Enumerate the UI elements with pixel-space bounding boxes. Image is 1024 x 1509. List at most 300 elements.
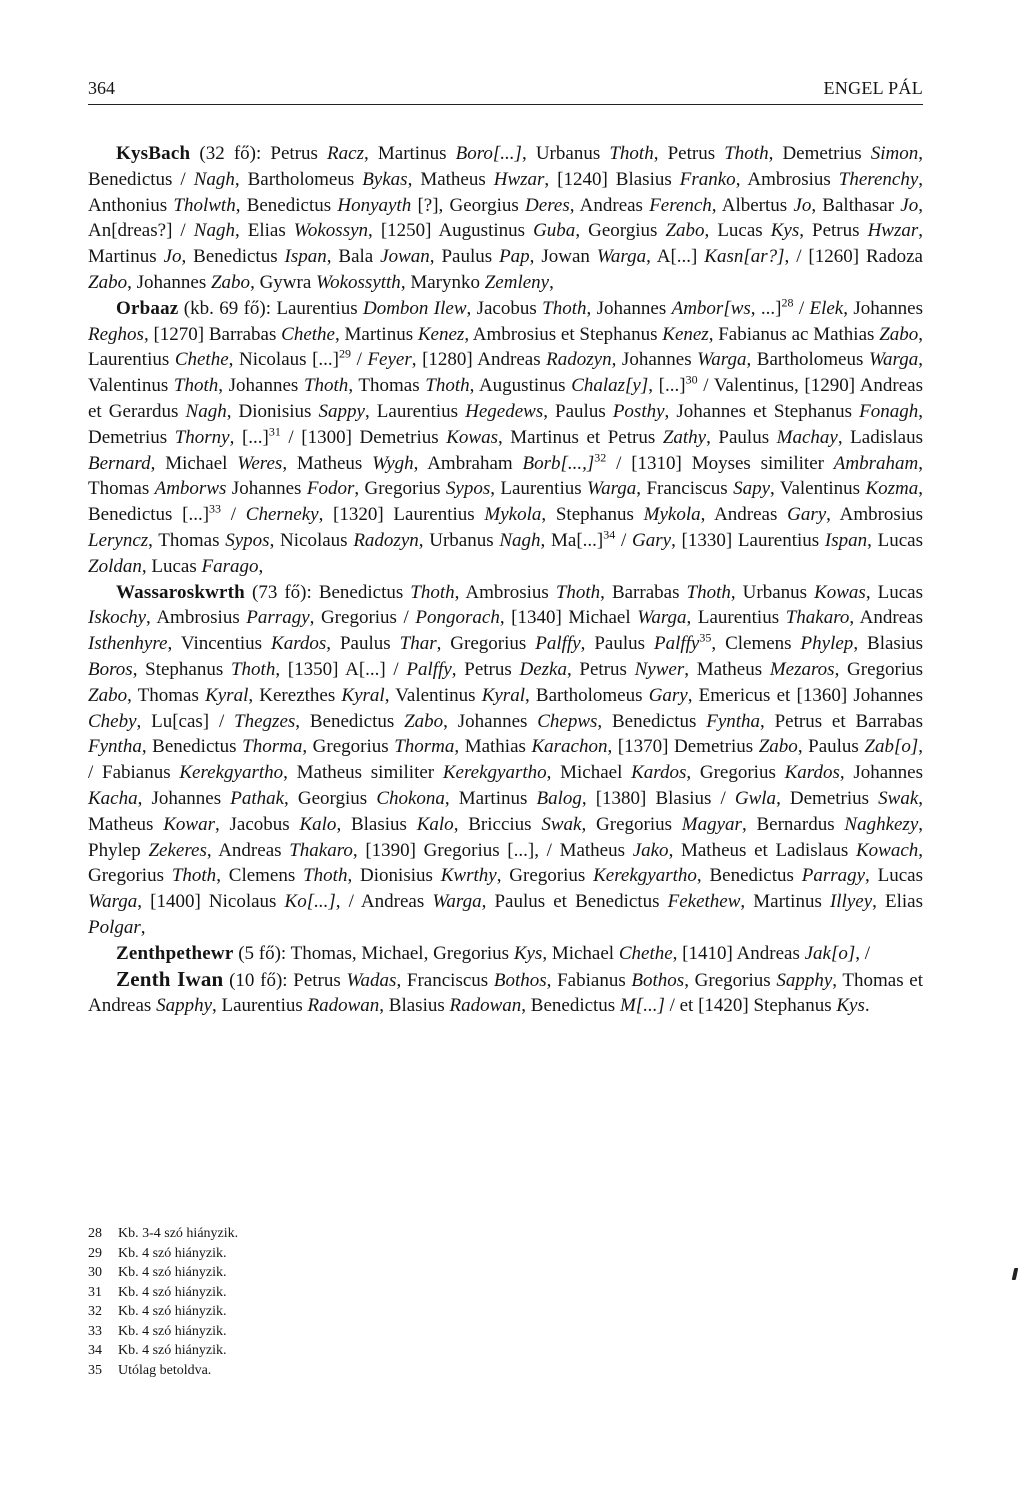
footnote-text: Kb. 4 szó hiányzik. [118, 1343, 227, 1358]
surname: Mykola [643, 504, 701, 526]
text-run: , Petrus [566, 658, 635, 680]
surname: Bothos [631, 969, 685, 991]
surname: Radowan [307, 995, 380, 1017]
footnote [88, 1244, 488, 1264]
text-run: , [1280] Andreas [411, 349, 547, 371]
surname: Gary [787, 504, 827, 526]
footnote-ref: 34 [603, 527, 616, 542]
text-run: , Benedictus [181, 246, 285, 268]
surname: Kardos [271, 633, 327, 655]
surname: Kys [836, 995, 865, 1017]
footnote-number: 30 [88, 1265, 102, 1280]
footnote-ref: 28 [781, 295, 794, 310]
footnote [88, 1322, 488, 1342]
text-run: , [1390] Gregorius [...], / Matheus [352, 839, 633, 861]
text-run: , Gregorius [354, 478, 446, 500]
text-run: , Thomas [348, 375, 426, 397]
text-run: , Clemens [711, 633, 801, 655]
footnote [88, 1283, 488, 1303]
text-run: , Ladislaus [837, 426, 923, 448]
text-run: , Benedictus [...] [88, 478, 924, 526]
page-header [88, 76, 923, 105]
surname: Kenez [662, 323, 709, 345]
surname: Elek [809, 297, 844, 319]
surname: Franko [679, 168, 736, 190]
surname: Boro[...] [455, 143, 522, 164]
surname: Wokossyn [293, 220, 369, 242]
surname: Zabo [404, 710, 444, 732]
text-run: , Jowan [529, 246, 597, 268]
text-run: , Briccius [453, 813, 542, 835]
text-run: , [140, 916, 146, 938]
paragraph [88, 296, 923, 580]
surname: Ambraham [833, 452, 919, 474]
footnote-text: Kb. 4 szó hiányzik. [118, 1304, 227, 1319]
text-run: , Martinus [444, 787, 537, 809]
surname: Karachon [531, 736, 608, 758]
text-run: , [1240] Blasius [544, 168, 680, 190]
surname: Mezaros [769, 658, 835, 680]
text-run: , Kerezthes [248, 684, 342, 706]
text-run: Johannes [226, 478, 307, 500]
footnote-ref: 35 [699, 630, 712, 645]
footnote-text: Kb. 3-4 szó hiányzik. [118, 1226, 239, 1241]
surname: Machay [776, 426, 838, 448]
surname: Isthenhyre [88, 633, 168, 655]
surname: Radowan [449, 995, 522, 1017]
place-name: Wassaroskwrth [116, 581, 245, 603]
surname: Nagh [185, 400, 227, 422]
text-run: , Benedictus [696, 865, 802, 887]
surname: Thegzes [234, 710, 296, 732]
surname: Gwla [734, 787, 777, 809]
text-run: , Paulus [797, 736, 865, 758]
text-run: , Johannes [843, 297, 924, 319]
footnote-text: Utólag betoldva. [118, 1362, 212, 1378]
surname: Warga [697, 349, 747, 371]
text-run: , Matheus [88, 787, 924, 835]
surname: Thoth [230, 658, 276, 680]
text-run: , Johannes [127, 271, 211, 293]
paragraph [88, 141, 923, 296]
surname: Sapphy [156, 995, 212, 1017]
text-run: , Urbanus [730, 581, 815, 603]
text-run: , Michael [546, 762, 632, 784]
surname: Kyral [481, 684, 525, 706]
text-run: , [...] [229, 426, 269, 448]
text-run: , Balthasar [811, 194, 901, 216]
footnote-number: 29 [88, 1245, 102, 1261]
margin-mark [1012, 1268, 1019, 1280]
surname: Zabo [210, 271, 251, 293]
paragraph [88, 967, 923, 1020]
text-run: , Augustinus [469, 375, 572, 397]
text-run: , Stephanus [541, 504, 644, 526]
surname: Thoth [425, 375, 470, 397]
surname: Swak [878, 787, 919, 809]
footnote-ref: 30 [685, 372, 698, 387]
surname: Jo [163, 246, 182, 268]
surname: Warga [637, 607, 687, 629]
surname: Radozyn [546, 349, 612, 371]
footnote-number: 34 [88, 1343, 102, 1358]
footnote-text: Kb. 4 szó hiányzik. [118, 1323, 227, 1339]
surname: Posthy [612, 400, 665, 422]
surname: Wadas [346, 969, 397, 991]
text-run: , Bala [326, 246, 381, 268]
surname: Thoth [303, 865, 348, 887]
text-run: , Ambrosius et Stephanus [464, 323, 663, 345]
surname: Pongorach [415, 607, 500, 629]
surname: Jako [632, 839, 669, 861]
text-run: / Valentinus, [1290] Andreas et Gerardus [88, 375, 924, 422]
surname: Polgar [88, 916, 141, 938]
text-run: , Fabianus [546, 969, 632, 991]
text-run: , Gregorius [88, 839, 923, 887]
text-run: , Johannes [839, 762, 923, 784]
surname: Thorma [242, 736, 303, 758]
text-run: , Laurentius [212, 995, 308, 1017]
surname: Naghkezy [844, 813, 919, 835]
surname: Kyral [341, 684, 385, 706]
surname: Palffy [535, 633, 581, 655]
text-run: , An[dreas?] / [88, 194, 923, 242]
surname: Fonagh [859, 400, 919, 422]
text-run: , / Fabianus [88, 736, 923, 784]
surname: Sappy [318, 400, 365, 422]
text-run: / [793, 297, 810, 319]
text-run: , Ambraham [413, 452, 523, 474]
text-run: , Lucas [141, 555, 202, 577]
surname: Zab[o] [864, 736, 919, 758]
text-run: , Georgius [575, 220, 666, 242]
text-run: , Martinus [740, 891, 830, 913]
text-run: , Johannes [137, 787, 231, 809]
text-run: , [1340] Michael [499, 607, 638, 629]
text-run: , Franciscus [396, 969, 494, 991]
surname: Thakaro [785, 607, 850, 629]
text-run: , Bartholomeus [524, 684, 649, 706]
surname: Thakaro [289, 839, 353, 861]
surname: Kacha [88, 787, 138, 809]
surname: Iskochy [88, 607, 147, 629]
text-run: , Johannes [611, 349, 698, 371]
surname: Kys [770, 220, 800, 242]
text-run: , [549, 271, 554, 293]
surname: Thoth [686, 581, 731, 603]
text-run: , [258, 555, 264, 577]
surname: Thoth [609, 143, 654, 164]
surname: Ko[...] [284, 891, 336, 913]
text-run: , Johannes et Stephanus [664, 400, 860, 422]
text-run: , [1250] Augustinus [368, 220, 534, 242]
surname: Jowan [380, 246, 430, 268]
text-run: , [1350] A[...] / [275, 658, 407, 680]
footnote [88, 1341, 488, 1361]
text-run: , Dionisius [347, 865, 441, 887]
text-run: , Paulus [706, 426, 777, 448]
text-run: , Demetrius [88, 400, 923, 448]
surname: Thorma [394, 736, 455, 758]
text-run: , Phylep [88, 813, 924, 861]
surname: Phylep [800, 633, 854, 655]
place-name: Zenth Iwan [116, 966, 224, 991]
surname: Thoth [724, 143, 769, 164]
surname: Hegedews [465, 400, 544, 422]
footnote-ref: 33 [209, 501, 222, 516]
text-run: , Demetrius [768, 143, 871, 164]
surname: Zabo [665, 220, 705, 242]
text-run: , Matheus [282, 452, 373, 474]
surname: Dombon Ilew [362, 297, 467, 319]
footnote-ref: 29 [339, 347, 352, 362]
text-run: , Matheus similiter [283, 762, 443, 784]
surname: Zabo [88, 684, 128, 706]
place-name: Zenthpethewr [116, 942, 234, 964]
surname: Illyey [829, 891, 873, 913]
text-run: , Mathias [454, 736, 532, 758]
text-run: , Urbanus [418, 529, 500, 551]
text-run: , Gregorius [581, 813, 682, 835]
text-run: , Petrus [799, 220, 868, 242]
footnote-text: Kb. 4 szó hiányzik. [118, 1245, 227, 1261]
text-run: / [221, 504, 246, 526]
text-run: , Laurentius [686, 607, 786, 629]
text-run: , Blasius [336, 813, 417, 835]
text-run: , Michael [150, 452, 238, 474]
place-name: Orbaaz [116, 297, 179, 319]
text-run: , Matheus [684, 658, 770, 680]
surname: Simon [870, 143, 919, 164]
surname: Feyer [367, 349, 412, 371]
surname: Bernard [88, 452, 151, 474]
text-run: , Clemens [216, 865, 304, 887]
text-run: , Albertus [711, 194, 794, 216]
text-run: , [1400] Nicolaus [137, 891, 285, 913]
footnote-number: 33 [88, 1323, 102, 1339]
surname: Wygh [372, 452, 414, 474]
surname: Cherneky [245, 504, 319, 526]
surname: Balog [536, 787, 582, 809]
footnote [88, 1263, 488, 1283]
text-run: , Thomas [127, 684, 206, 706]
text-run: , Benedictus [141, 736, 243, 758]
footnote-ref: 32 [594, 450, 607, 465]
text-run: , Benedictus [597, 710, 707, 732]
text-run: , Benedictus [235, 194, 338, 216]
text-run: , Andreas [849, 607, 923, 629]
surname: Sypos [225, 529, 270, 551]
surname: Kowar [163, 813, 215, 835]
surname: Deres [525, 194, 570, 216]
text-run: / [615, 529, 632, 551]
surname: Nagh [193, 168, 235, 190]
surname: Zekeres [148, 839, 207, 861]
footnote-number: 28 [88, 1226, 102, 1241]
surname: Fekethew [667, 891, 741, 913]
surname: Ambor[ws [671, 297, 751, 319]
surname: Hwzar [867, 220, 919, 242]
footnote [88, 1361, 488, 1381]
surname: Mykola [484, 504, 542, 526]
surname: Kyral [205, 684, 249, 706]
surname: Kerekgyartho [442, 762, 547, 784]
footnotes [88, 1224, 488, 1380]
surname: Thoth [542, 297, 587, 319]
surname: Racz [327, 143, 364, 164]
text-run: , / Andreas [335, 891, 433, 913]
surname: Ispan [284, 246, 327, 268]
text-run: / [1310] Moyses similiter [606, 452, 834, 474]
surname: Therenchy [838, 168, 919, 190]
text-run: , Petrus et Barrabas [760, 710, 923, 732]
text-run: , Demetrius [776, 787, 879, 809]
text-run: (5 fő): Thomas, Michael, Gregorius [233, 942, 514, 964]
text-run: , Gregorius [686, 762, 785, 784]
text-run: (kb. 69 fő): Laurentius [178, 297, 363, 319]
surname: Thorny [174, 426, 230, 448]
surname: Kardos [631, 762, 687, 784]
text-run: , Andreas [569, 194, 650, 216]
surname: Warga [88, 891, 138, 913]
page-number: 364 [88, 78, 115, 98]
surname: Magyar [681, 813, 742, 835]
surname: M[...] [619, 995, 665, 1017]
surname: Leryncz [88, 529, 149, 551]
text-run: , Barrabas [600, 581, 687, 603]
surname: Pap [499, 246, 530, 268]
text-run: [?], Georgius [411, 194, 526, 216]
text-run: , Anthonius [88, 168, 924, 216]
surname: Chethe [618, 942, 673, 964]
text-run: , [1320] Laurentius [318, 504, 485, 526]
surname: Palffy [653, 633, 700, 655]
text-run: , Laurentius [364, 400, 466, 422]
text-run: , Thomas [88, 452, 923, 500]
text-run: , Georgius [284, 787, 377, 809]
text-run: , Thomas [148, 529, 226, 551]
surname: Bothos [493, 969, 547, 991]
surname: Fyntha [88, 736, 142, 758]
text-run: , Lucas [865, 581, 923, 603]
text-run: , Paulus [429, 246, 500, 268]
surname: Warga [596, 246, 647, 268]
text-run: , Martinus [363, 143, 456, 164]
text-run: , Ambrosius [146, 607, 247, 629]
surname: Swak [541, 813, 582, 835]
text-run: , Bartholomeus [746, 349, 869, 371]
surname: Amborws [154, 478, 227, 500]
surname: Jak[o] [804, 942, 856, 964]
surname: Nagh [193, 220, 235, 242]
surname: Honyayth [337, 194, 412, 216]
text-run: , Elias [872, 891, 923, 913]
text-run: (32 fő): Petrus [190, 143, 328, 164]
text-run: , Stephanus [132, 658, 231, 680]
surname: Wokossytth [316, 271, 401, 293]
surname: Thoth [555, 581, 601, 603]
surname: Zabo [758, 736, 798, 758]
text-run: , Petrus [653, 143, 725, 164]
text-run: , Blasius [379, 995, 450, 1017]
surname: Zabo [88, 271, 128, 293]
text-run: , Gywra [250, 271, 317, 293]
text-run: , [1270] Barrabas [143, 323, 282, 345]
surname: Sypos [445, 478, 491, 500]
text-run: , Matheus et Ladislaus [668, 839, 856, 861]
text-run: , Ambrosius [735, 168, 839, 190]
text-run: , Lu[cas] / [136, 710, 235, 732]
surname: Ispan [824, 529, 868, 551]
surname: Parragy [801, 865, 866, 887]
surname: Chethe [281, 323, 335, 345]
text-run: , Valentinus [770, 478, 866, 500]
text-run: , Paulus [543, 400, 613, 422]
surname: Kowas [814, 581, 866, 603]
surname: Chokona [376, 787, 445, 809]
footnote-text: Kb. 4 szó hiányzik. [118, 1284, 227, 1300]
surname: Sapy [733, 478, 771, 500]
surname: Sapphy [776, 969, 833, 991]
surname: Kys [513, 942, 543, 964]
text-run: , Bartholomeus [234, 168, 363, 190]
place-name: KysBach [116, 143, 191, 164]
surname: Cheby [88, 710, 137, 732]
text-run: , Gregorius [302, 736, 395, 758]
main-text [88, 141, 923, 1019]
text-run: , Valentinus [384, 684, 482, 706]
surname: Thoth [410, 581, 455, 603]
surname: Farago [201, 555, 259, 577]
paragraph [88, 941, 923, 967]
surname: Chethe [174, 349, 229, 371]
text-run: , Laurentius [490, 478, 588, 500]
surname: Zathy [662, 426, 707, 448]
surname: Fodor [306, 478, 355, 500]
text-run: , [1330] Laurentius [671, 529, 825, 551]
text-run: , ...] [750, 297, 782, 319]
text-run: , Blasius [853, 633, 923, 655]
text-run: , Martinus [334, 323, 418, 345]
surname: Tholwth [173, 194, 236, 216]
surname: Thoth [171, 865, 217, 887]
text-run: , / [855, 942, 871, 964]
footnote-text: Kb. 4 szó hiányzik. [118, 1265, 227, 1280]
text-run: , Laurentius [88, 323, 924, 371]
footnote-number: 31 [88, 1284, 102, 1300]
text-run: , Johannes [586, 297, 672, 319]
surname: Radozyn [353, 529, 419, 551]
surname: Chalaz[y] [571, 375, 649, 397]
text-run: , Gregorius [436, 633, 536, 655]
text-run: , Ambrosius [826, 504, 923, 526]
text-run: , Fabianus ac Mathias [708, 323, 880, 345]
text-run: , [1380] Blasius / [581, 787, 735, 809]
text-run: (10 fő): Petrus [223, 969, 347, 991]
footnote-number: 35 [88, 1362, 102, 1378]
text-run: , [1370] Demetrius [607, 736, 759, 758]
text-run: , Dionisius [226, 400, 319, 422]
text-run: , Jacobus [466, 297, 543, 319]
surname: Bykas [362, 168, 408, 190]
text-run: / et [1420] Stephanus [664, 995, 837, 1017]
text-run: , A[...] [646, 246, 705, 268]
surname: Fyntha [706, 710, 761, 732]
surname: Nywer [634, 658, 685, 680]
surname: Weres [237, 452, 283, 474]
surname: Zabo [879, 323, 919, 345]
text-run: (73 fő): Benedictus [244, 581, 411, 603]
